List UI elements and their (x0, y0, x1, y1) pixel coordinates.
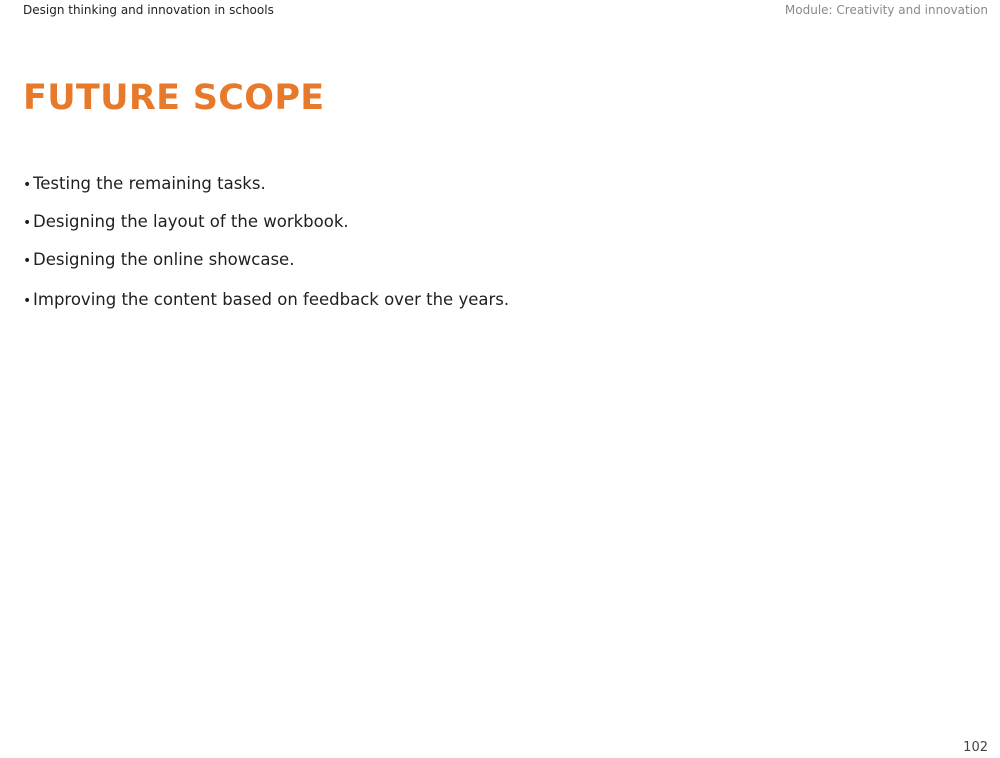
bullet-item (23, 248, 509, 273)
document-title-header: Design thinking and innovation in schools (23, 3, 274, 17)
bullet-item (23, 172, 509, 197)
page-number: 102 (963, 740, 988, 755)
bullet-item (23, 288, 509, 313)
bullet-text: Testing the remaining tasks. (33, 174, 266, 193)
bullet-text: Designing the online showcase. (33, 250, 295, 269)
bullet-text: Improving the content based on feedback over the years. (33, 290, 510, 309)
bullet-item (23, 210, 509, 235)
bullet-icon: • (23, 253, 32, 269)
bullet-list (23, 172, 509, 313)
bullet-icon: • (23, 215, 32, 231)
page-title: FUTURE SCOPE (23, 78, 325, 118)
module-name-header: Module: Creativity and innovation (784, 3, 988, 17)
bullet-icon: • (23, 177, 32, 193)
bullet-text: Designing the layout of the workbook. (33, 212, 349, 231)
bullet-icon: • (23, 293, 32, 309)
